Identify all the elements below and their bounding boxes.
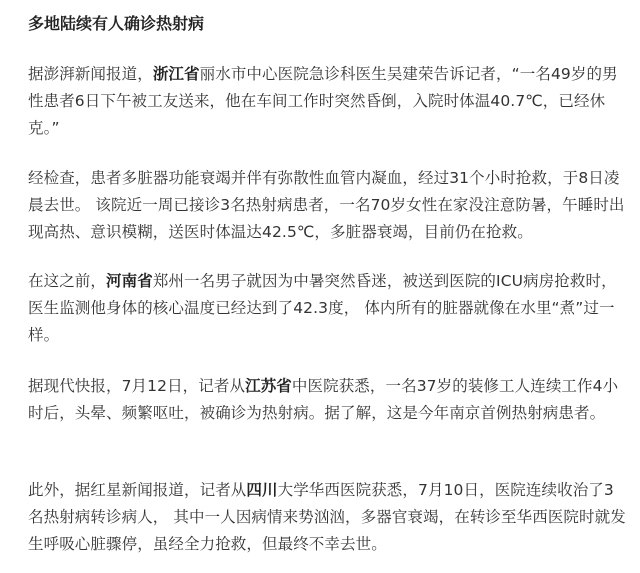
province-highlight-jiangsu: 江苏省 (245, 377, 292, 395)
paragraph-text: 郑州一名男子就因为中暑突然昏迷，被送到医院的ICU病房抢救时， 医生监测他身体的核心温度已经达到了42.3度， 体内所有的脏器就像在水里“煮”过一样。 (28, 272, 617, 344)
article-title: 多地陆续有人确诊热射病 (28, 14, 205, 33)
paragraph-zhejiang (28, 61, 628, 142)
province-highlight-zhejiang: 浙江省 (152, 65, 200, 83)
paragraph-jiangsu (28, 373, 628, 427)
province-highlight-sichuan: 四川 (246, 481, 278, 499)
paragraph-sichuan (28, 477, 628, 558)
paragraph-text: 大学华西医院获悉，7月10日，医院连续收治了3名热射病转诊病人， 其中一人因病情来势汹汹，多器官衰竭，在转诊至华西医院时就发生呼吸心脏骤停，虽经全力抢救，但最终不幸去世。 (28, 481, 626, 553)
paragraph-examination (28, 165, 628, 246)
paragraph-text: 此外，据红星新闻报道，记者从 (28, 481, 247, 499)
paragraph-henan (28, 268, 628, 349)
paragraph-text: 中医院获悉，一名37岁的装修工人连续工作4小时后，头晕、频繁呕吐，被确诊为热射病。据了解，这是今年南京首例热射病患者。 (28, 377, 619, 422)
paragraph-text: 丽水市中心医院急诊科医生吴建荣告诉记者，“一名49岁的男性患者6日下午被工友送来，他在车间工作时突然昏倒，入院时体温40.7℃，已经休克。” (28, 65, 618, 137)
paragraph-text: 经检查，患者多脏器功能衰竭并伴有弥散性血管内凝血，经过31个小时抢救，于8日凌晨去世。 该院近一周已接诊3名热射病患者，一名70岁女性在家没注意防暑，午睡时出现高热、意识模糊，送医时体温达42.5℃，多脏器衰竭，目前仍在抢救。 (28, 169, 625, 241)
province-highlight-henan: 河南省 (106, 272, 153, 290)
paragraph-text: 据现代快报，7月12日，记者从 (28, 377, 246, 395)
paragraph-text: 据澎湃新闻报道， (28, 65, 153, 83)
paragraph-text: 在这之前， (28, 272, 107, 290)
